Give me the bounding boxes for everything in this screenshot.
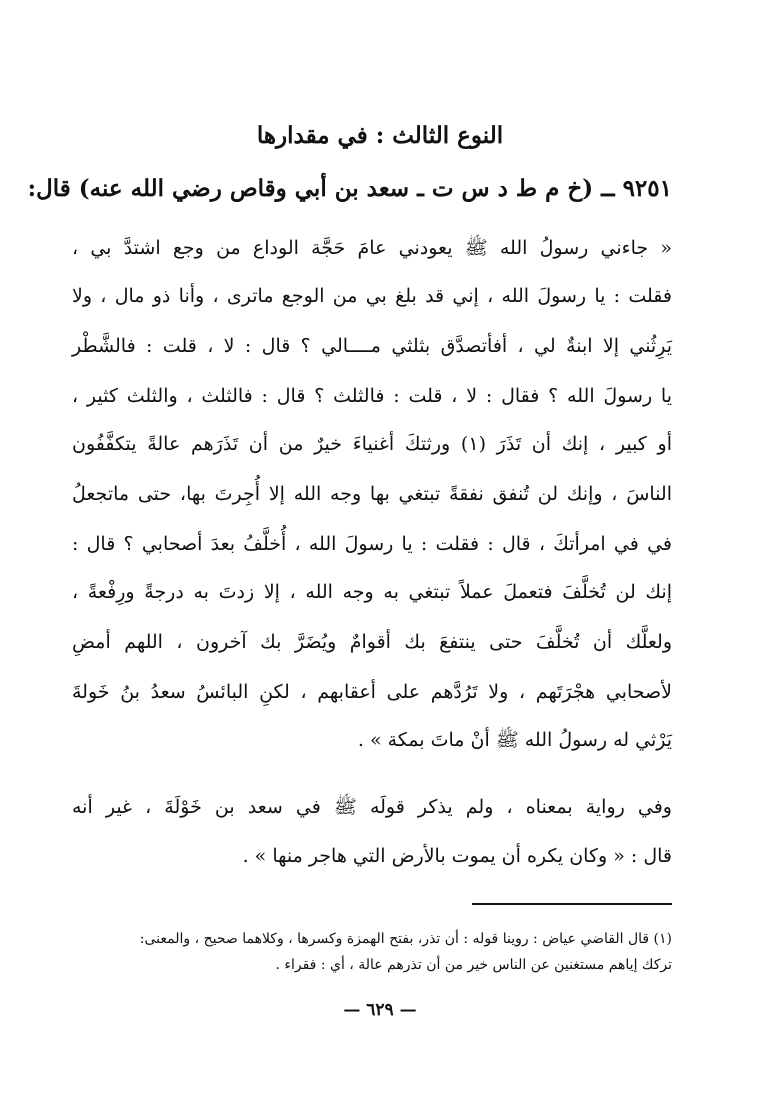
body-line: يا رسولَ الله ؟ فقال : لا ، قلت : فالثلث ؟ قال : فالثلث ، والثلث كثير ، bbox=[72, 385, 672, 407]
body-line: أو كبير ، إنك أن تَذَرَ (١) ورثتكَ أغنياءَ خيرٌ من أن تَذَرَهم عالةً يتكفَّفُون bbox=[72, 433, 673, 455]
footnote-line: (١) قال القاضي عياض : روينا قوله : أن تذر، بفتح الهمزة وكسرها ، وكلاهما صحيح ، والمعنى: bbox=[139, 931, 672, 947]
hadith-header: ٩٢٥١ ــ (خ م ط د س ت ـ سعد بن أبي وقاص رضي الله عنه) قال: bbox=[27, 175, 672, 202]
body-line: « جاءني رسولُ الله ﷺ يعودني عامَ حَجَّة الوداع من وجع اشتدَّ بي ، bbox=[72, 237, 672, 259]
body-line: يَرِثُني إلا ابنةٌ لي ، أفأتصدَّق بثلثي مــــالي ؟ قال : لا ، قلت : فالشَّطْر bbox=[72, 335, 672, 357]
page-number: — ٦٢٩ — bbox=[343, 1000, 417, 1020]
body-line: إنك لن تُخلَّفَ فتعملَ عملاً تبتغي به وجه الله ، إلا زدتَ به درجةً ورِفْعةً ، bbox=[72, 581, 672, 603]
body-line: ولعلَّك أن تُخلَّفَ حتى ينتفعَ بك أقوامٌ ويُضَرَّ بك آخرون ، اللهم أمضِ bbox=[72, 631, 672, 653]
second-paragraph-line: وفي رواية بمعناه ، ولم يذكر قولَه ﷺ في سعد بن خَوْلَةَ ، غير أنه bbox=[72, 796, 672, 818]
body-line: يَرْثي له رسولُ الله ﷺ أنْ ماتَ بمكة » . bbox=[357, 729, 672, 751]
body-line: فقلت : يا رسولَ الله ، إني قد بلغ بي من الوجع ماترى ، وأنا ذو مال ، ولا bbox=[72, 285, 672, 307]
body-line: لأصحابي هجْرَتَهم ، ولا تَرُدَّهم على أعقابهم ، لكنِ البائسُ سعدُ بنُ خَولةَ bbox=[72, 681, 672, 703]
second-paragraph-line: قال : « وكان يكره أن يموت بالأرض التي هاجر منها » . bbox=[242, 845, 672, 867]
body-line: في في امرأتكَ ، قال : فقلت : يا رسولَ الله ، أُخلَّفُ بعدَ أصحابي ؟ قال : bbox=[72, 533, 672, 555]
body-line: الناسَ ، وإنك لن تُنفق نفقةً تبتغي بها وجه الله إلا أُجِرتَ بها، حتى ماتجعلُ bbox=[72, 483, 672, 505]
footnote-line: تركك إياهم مستغنين عن الناس خير من أن تذرهم عالة ، أي : فقراء . bbox=[275, 957, 672, 973]
footnote-divider bbox=[472, 903, 672, 905]
section-heading: النوع الثالث : في مقدارها bbox=[256, 122, 504, 149]
